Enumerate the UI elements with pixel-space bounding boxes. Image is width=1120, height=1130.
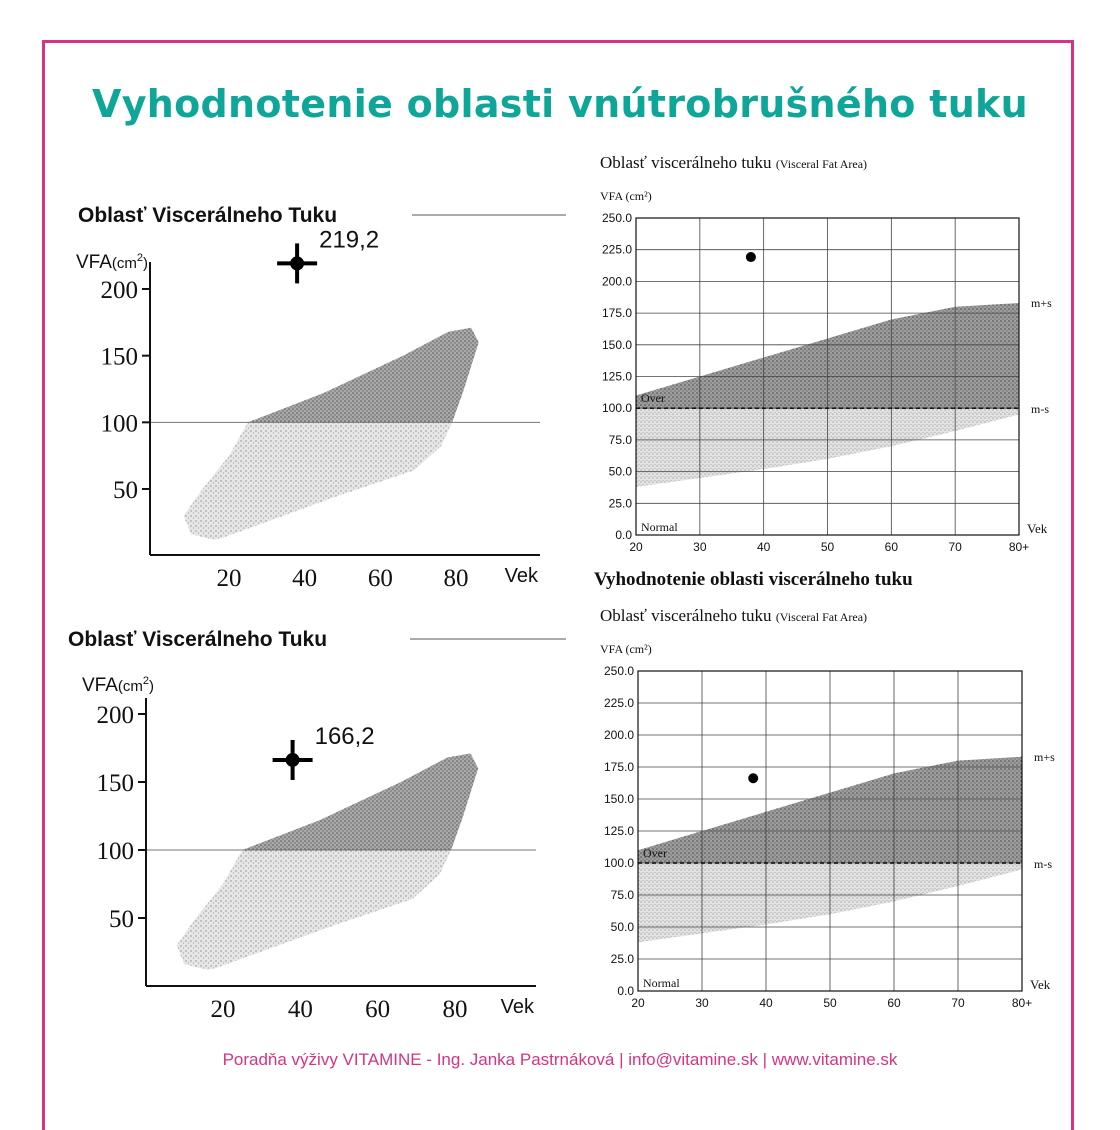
y-tick-label: 100.0: [601, 401, 632, 416]
y-tick-label: 150: [100, 343, 138, 371]
data-point: [748, 773, 758, 783]
band-label-upper: m+s: [1031, 295, 1052, 310]
band-label-lower: m-s: [1031, 402, 1049, 417]
right-chart-1: [600, 153, 1052, 554]
y-tick-label: 50.0: [610, 920, 634, 934]
y-tick-label: 200: [100, 277, 138, 304]
data-point-label: 166,2: [314, 722, 375, 750]
x-tick-label: 40: [287, 996, 313, 1023]
y-tick-label: 150.0: [601, 337, 632, 352]
x-tick-label: 80+: [1008, 540, 1030, 554]
band-label-upper: m+s: [1034, 749, 1055, 764]
y-tick-label: 200.0: [601, 274, 632, 289]
high-range-region: [248, 328, 479, 423]
x-tick-label: 50: [820, 540, 835, 554]
x-axis-label: Vek: [1027, 521, 1048, 536]
right-chart-2: [594, 569, 1055, 1010]
data-point: [746, 252, 756, 262]
y-tick-label: 200: [96, 702, 134, 729]
x-axis-label: Vek: [1030, 977, 1051, 992]
x-tick-label: 30: [695, 996, 709, 1010]
normal-range-region: [184, 422, 453, 539]
data-point: [290, 256, 304, 270]
y-tick-label: 125.0: [603, 824, 634, 838]
x-tick-label: 20: [216, 565, 242, 592]
x-tick-label: 60: [887, 996, 901, 1010]
y-tick-label: 225.0: [601, 242, 632, 257]
x-tick-label: 50: [823, 996, 837, 1010]
x-tick-label: 70: [951, 996, 965, 1010]
y-tick-label: 225.0: [603, 696, 634, 710]
y-tick-label: 0.0: [617, 984, 634, 998]
y-tick-label: 250.0: [601, 211, 632, 225]
high-range-region: [242, 753, 478, 850]
y-tick-label: 50: [109, 906, 134, 933]
y-tick-label: 150.0: [603, 792, 634, 806]
y-axis-label: $VFA(cm^2_)$: [76, 252, 149, 273]
band-label-normal: Normal: [643, 976, 680, 990]
band-label-over: Over: [641, 391, 665, 406]
x-axis-label: Vek: [504, 565, 538, 587]
x-tick-label: 80+: [1011, 996, 1033, 1010]
chart-title: Oblasť viscerálneho tuku (Visceral Fat Area): [600, 153, 868, 172]
y-tick-label: 200.0: [603, 728, 634, 742]
y-tick-label: 50.0: [608, 464, 632, 479]
x-tick-label: 30: [693, 540, 707, 554]
y-tick-label: 75.0: [610, 888, 634, 902]
chart-title: Oblasť viscerálneho tuku (Visceral Fat Area): [600, 606, 868, 625]
y-tick-label: 175.0: [603, 760, 634, 774]
x-tick-label: 20: [629, 540, 643, 554]
y-tick-label: 50: [113, 477, 138, 504]
x-tick-label: 60: [884, 540, 899, 554]
y-axis-label: VFA (cm²): [600, 642, 652, 656]
band-label-lower: m-s: [1034, 857, 1052, 871]
x-tick-label: 40: [756, 540, 771, 554]
y-axis-label: $VFA(cm^2_)$: [82, 675, 155, 696]
x-tick-label: 70: [948, 540, 962, 554]
chart-title: Oblasť Viscerálneho Tuku: [78, 204, 338, 227]
x-tick-label: 20: [210, 996, 236, 1023]
band-label-normal: Normal: [641, 520, 678, 534]
data-point-label: 219,2: [319, 226, 380, 254]
y-axis-label: VFA (cm²): [600, 189, 652, 203]
y-tick-label: 25.0: [610, 952, 634, 966]
x-tick-label: 60: [367, 565, 393, 592]
y-tick-label: 150: [96, 770, 134, 797]
y-tick-label: 0.0: [615, 528, 632, 542]
y-tick-label: 250.0: [603, 664, 634, 678]
chart-title: Oblasť Viscerálneho Tuku: [68, 628, 328, 651]
y-tick-label: 100: [96, 838, 134, 865]
normal-range-region: [177, 850, 452, 970]
left-chart-1: [76, 204, 566, 592]
x-axis-label: Vek: [500, 996, 534, 1018]
y-tick-label: 100: [100, 410, 138, 438]
y-tick-label: 100.0: [603, 856, 634, 870]
y-tick-label: 25.0: [608, 496, 632, 511]
y-tick-label: 175.0: [601, 306, 632, 321]
data-point: [286, 753, 300, 767]
y-tick-label: 125.0: [601, 369, 632, 384]
y-tick-label: 75.0: [608, 432, 632, 447]
x-tick-label: 20: [631, 996, 645, 1010]
x-tick-label: 80: [443, 565, 469, 592]
page-title: Vyhodnotenie oblasti vnútrobrušného tuku: [92, 82, 1028, 126]
left-chart-2: [68, 628, 566, 1023]
section-heading: Vyhodnotenie oblasti viscerálneho tuku: [594, 569, 913, 590]
x-tick-label: 60: [365, 996, 391, 1023]
x-tick-label: 40: [759, 996, 773, 1010]
footer-contact: Poradňa výživy VITAMINE - Ing. Janka Pastrnáková | info@vitamine.sk | www.vitamine.sk: [222, 1050, 898, 1069]
x-tick-label: 40: [292, 565, 318, 592]
band-label-over: Over: [643, 846, 667, 860]
x-tick-label: 80: [442, 996, 468, 1023]
